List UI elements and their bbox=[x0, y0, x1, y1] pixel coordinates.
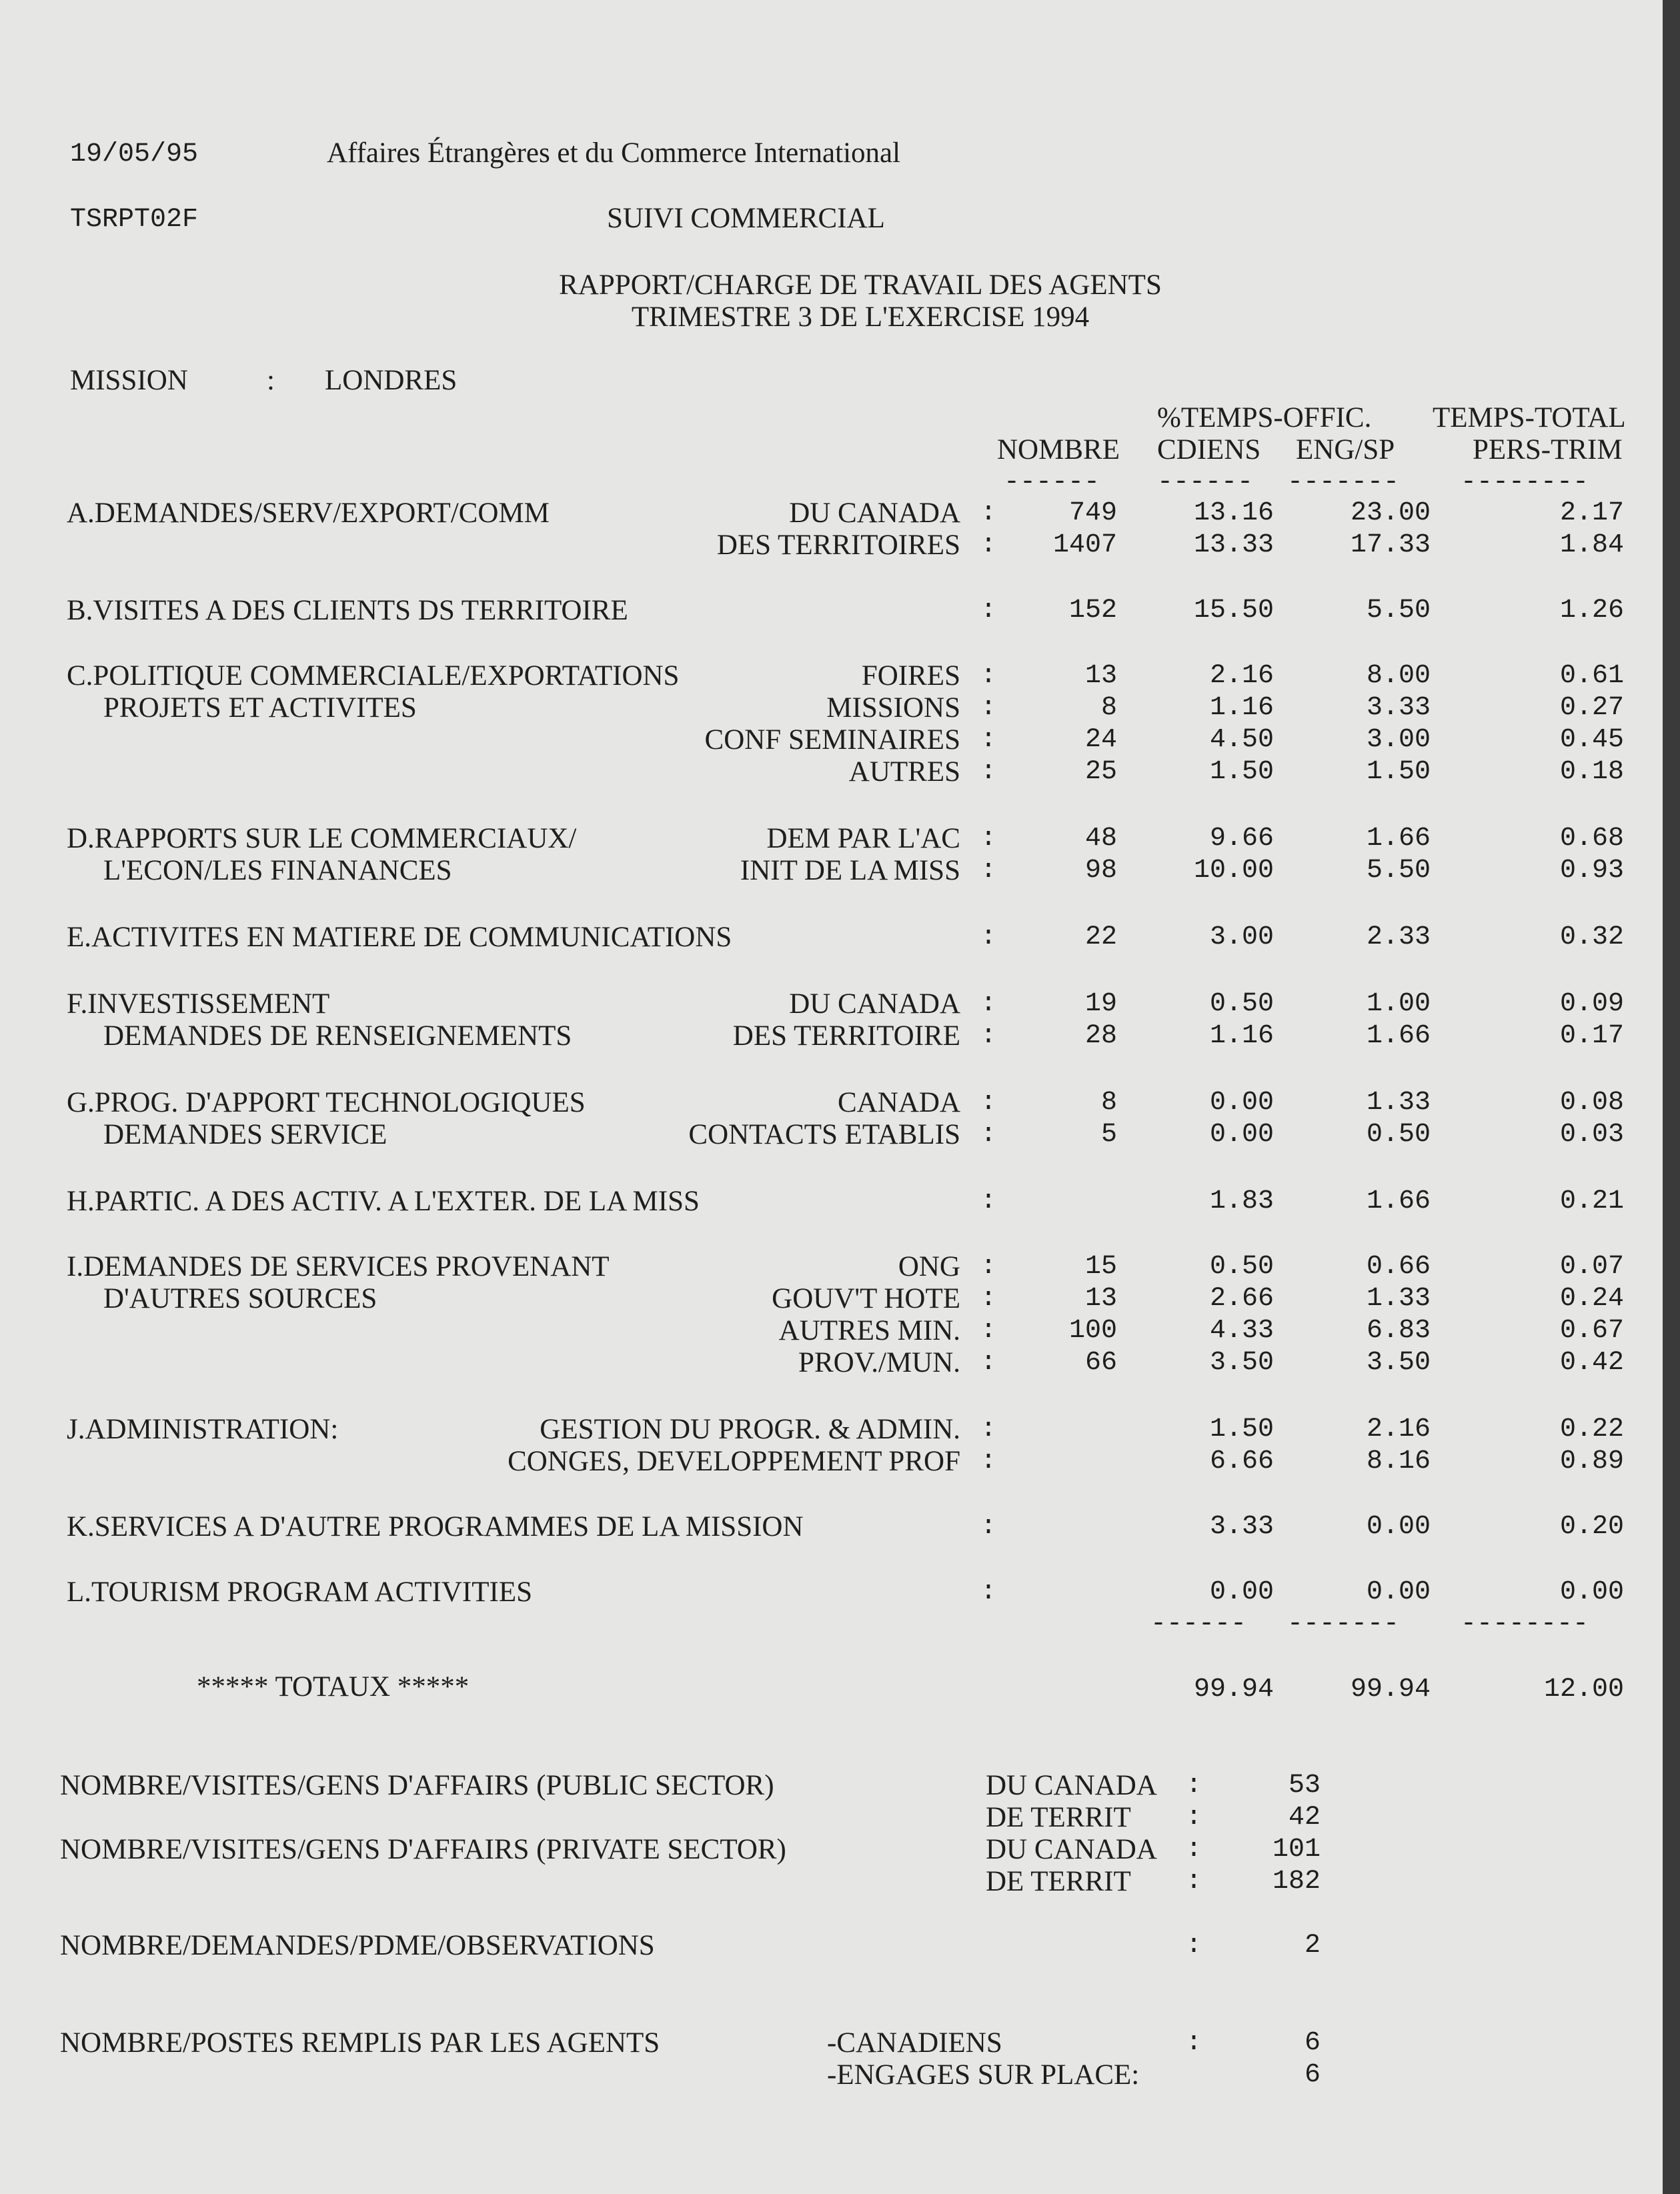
mission-label: MISSION bbox=[70, 365, 188, 396]
section-h-engsp: 1.66 bbox=[1366, 1186, 1431, 1216]
totals-rule-engsp: ------- bbox=[1287, 1609, 1400, 1639]
section-e-engsp: 2.33 bbox=[1366, 922, 1431, 952]
section-i-row-2-nombre: 13 bbox=[1084, 1284, 1117, 1314]
section-g-row-2-engsp: 0.50 bbox=[1366, 1120, 1431, 1150]
section-c-row-3-nombre: 24 bbox=[1084, 725, 1117, 755]
department-title: Affaires Étrangères et du Commerce International bbox=[327, 137, 901, 169]
section-a-row-1-perstrim: 2.17 bbox=[1559, 498, 1624, 528]
section-i-row-2-sub: GOUV'T HOTE bbox=[772, 1283, 960, 1314]
section-g-label-2: DEMANDES SERVICE bbox=[103, 1119, 387, 1150]
section-j-row-1-cdiens: 1.50 bbox=[1209, 1414, 1274, 1444]
section-f-row-2-sub: DES TERRITOIRE bbox=[732, 1020, 960, 1052]
totals-cdiens: 99.94 bbox=[1193, 1675, 1274, 1705]
page-edge-shadow bbox=[1663, 0, 1680, 2194]
section-a-row-2-perstrim: 1.84 bbox=[1559, 530, 1624, 560]
section-i-row-4-colon: : bbox=[980, 1348, 997, 1378]
visits-private-row-2-sub: DE TERRIT bbox=[986, 1866, 1131, 1897]
section-i-label-1: I.DEMANDES DE SERVICES PROVENANT bbox=[67, 1251, 610, 1282]
section-d-label-2: L'ECON/LES FINANANCES bbox=[103, 855, 452, 886]
visits-public-row-1-value: 53 bbox=[1288, 1771, 1321, 1801]
section-g-row-2-sub: CONTACTS ETABLIS bbox=[688, 1119, 960, 1150]
section-i-row-3-nombre: 100 bbox=[1068, 1316, 1117, 1346]
section-g-row-1-colon: : bbox=[980, 1088, 997, 1118]
section-c-row-4-engsp: 1.50 bbox=[1366, 757, 1431, 787]
section-c-row-2-colon: : bbox=[980, 693, 997, 723]
section-i-row-1-sub: ONG bbox=[898, 1251, 960, 1282]
section-i-row-1-cdiens: 0.50 bbox=[1209, 1252, 1274, 1282]
section-i-row-4-engsp: 3.50 bbox=[1366, 1348, 1431, 1378]
section-a-row-1-cdiens: 13.16 bbox=[1193, 498, 1274, 528]
section-c-row-1-nombre: 13 bbox=[1084, 661, 1117, 691]
section-j-row-2-sub: CONGES, DEVELOPPEMENT PROF bbox=[508, 1446, 960, 1477]
col-header-group-temps-total: TEMPS-TOTAL bbox=[1433, 402, 1626, 433]
section-f-row-1-sub: DU CANADA bbox=[789, 988, 960, 1020]
section-c-row-4-cdiens: 1.50 bbox=[1209, 757, 1274, 787]
visits-private-row-1-value: 101 bbox=[1272, 1835, 1321, 1865]
section-i-row-3-engsp: 6.83 bbox=[1366, 1316, 1431, 1346]
postes-row-1-colon: : bbox=[1186, 2028, 1202, 2058]
visits-private-row-1-sub: DU CANADA bbox=[986, 1834, 1157, 1865]
section-d-row-1-nombre: 48 bbox=[1084, 824, 1117, 854]
col-header-nombre: NOMBRE bbox=[997, 434, 1120, 465]
demandes-pdme-value: 2 bbox=[1304, 1931, 1321, 1961]
section-b-cdiens: 15.50 bbox=[1193, 596, 1274, 626]
section-i-row-4-sub: PROV./MUN. bbox=[798, 1347, 960, 1378]
section-e-cdiens: 3.00 bbox=[1209, 922, 1274, 952]
section-i-row-2-engsp: 1.33 bbox=[1366, 1284, 1431, 1314]
section-f-row-2-engsp: 1.66 bbox=[1366, 1021, 1431, 1051]
totals-perstrim: 12.00 bbox=[1543, 1675, 1624, 1705]
section-b-nombre: 152 bbox=[1068, 596, 1117, 626]
section-d-label-1: D.RAPPORTS SUR LE COMMERCIAUX/ bbox=[67, 823, 577, 854]
section-g-row-2-nombre: 5 bbox=[1100, 1120, 1117, 1150]
section-f-label-2: DEMANDES DE RENSEIGNEMENTS bbox=[103, 1020, 572, 1052]
report-subtitle: TRIMESTRE 3 DE L'EXERCISE 1994 bbox=[631, 301, 1090, 333]
col-header-eng-sp: ENG/SP bbox=[1296, 434, 1395, 465]
section-c-row-2-engsp: 3.33 bbox=[1366, 693, 1431, 723]
section-j-row-1-engsp: 2.16 bbox=[1366, 1414, 1431, 1444]
section-f-row-2-nombre: 28 bbox=[1084, 1021, 1117, 1051]
section-i-row-2-perstrim: 0.24 bbox=[1559, 1284, 1624, 1314]
section-i-row-3-sub: AUTRES MIN. bbox=[778, 1315, 960, 1346]
report-date: 19/05/95 bbox=[70, 139, 199, 169]
postes-row-1-value: 6 bbox=[1304, 2028, 1321, 2058]
visits-public-row-1-sub: DU CANADA bbox=[986, 1770, 1157, 1801]
postes-label: NOMBRE/POSTES REMPLIS PAR LES AGENTS bbox=[60, 2027, 660, 2059]
section-i-row-4-cdiens: 3.50 bbox=[1209, 1348, 1274, 1378]
section-k-engsp: 0.00 bbox=[1366, 1512, 1431, 1542]
section-j-row-2-perstrim: 0.89 bbox=[1559, 1446, 1624, 1476]
section-c-row-2-cdiens: 1.16 bbox=[1209, 693, 1274, 723]
visits-public-row-2-colon: : bbox=[1186, 1803, 1202, 1833]
section-g-row-1-nombre: 8 bbox=[1100, 1088, 1117, 1118]
mission-value: LONDRES bbox=[325, 365, 458, 396]
report-code: TSRPT02F bbox=[70, 205, 199, 235]
postes-row-1-sub: -CANADIENS bbox=[827, 2027, 1002, 2059]
section-h-colon: : bbox=[980, 1186, 997, 1216]
section-l-perstrim: 0.00 bbox=[1559, 1577, 1624, 1607]
postes-row-2-value: 6 bbox=[1304, 2060, 1321, 2090]
section-i-row-3-colon: : bbox=[980, 1316, 997, 1346]
section-g-row-1-perstrim: 0.08 bbox=[1559, 1088, 1624, 1118]
section-d-row-2-engsp: 5.50 bbox=[1366, 856, 1431, 886]
section-j-label: J.ADMINISTRATION: bbox=[67, 1414, 339, 1445]
section-i-row-1-colon: : bbox=[980, 1252, 997, 1282]
section-c-row-3-colon: : bbox=[980, 725, 997, 755]
section-i-row-2-colon: : bbox=[980, 1284, 997, 1314]
section-i-row-1-engsp: 0.66 bbox=[1366, 1252, 1431, 1282]
section-l-engsp: 0.00 bbox=[1366, 1577, 1431, 1607]
section-a-row-1-colon: : bbox=[980, 498, 997, 528]
section-j-row-1-colon: : bbox=[980, 1414, 997, 1444]
section-l-cdiens: 0.00 bbox=[1209, 1577, 1274, 1607]
report-section: SUIVI COMMERCIAL bbox=[607, 203, 885, 234]
totals-rule-cdiens: ------ bbox=[1150, 1609, 1247, 1639]
section-j-row-2-engsp: 8.16 bbox=[1366, 1446, 1431, 1476]
section-c-row-4-nombre: 25 bbox=[1084, 757, 1117, 787]
section-c-row-3-sub: CONF SEMINAIRES bbox=[704, 724, 960, 756]
col-rule-nombre: ------ bbox=[1004, 467, 1100, 497]
section-k-colon: : bbox=[980, 1512, 997, 1542]
section-k-label: K.SERVICES A D'AUTRE PROGRAMMES DE LA MISSION bbox=[67, 1511, 804, 1542]
section-a-row-2-engsp: 17.33 bbox=[1350, 530, 1431, 560]
section-d-row-1-engsp: 1.66 bbox=[1366, 824, 1431, 854]
section-c-row-4-perstrim: 0.18 bbox=[1559, 757, 1624, 787]
section-i-row-1-nombre: 15 bbox=[1084, 1252, 1117, 1282]
section-k-perstrim: 0.20 bbox=[1559, 1512, 1624, 1542]
section-c-row-4-colon: : bbox=[980, 757, 997, 787]
section-d-row-2-colon: : bbox=[980, 856, 997, 886]
section-c-row-4-sub: AUTRES bbox=[848, 756, 960, 788]
section-f-row-2-colon: : bbox=[980, 1021, 997, 1051]
section-c-row-3-cdiens: 4.50 bbox=[1209, 725, 1274, 755]
section-e-colon: : bbox=[980, 922, 997, 952]
report-title: RAPPORT/CHARGE DE TRAVAIL DES AGENTS bbox=[559, 269, 1162, 301]
visits-private-label: NOMBRE/VISITES/GENS D'AFFAIRS (PRIVATE SECTOR) bbox=[60, 1834, 786, 1865]
demandes-pdme-label: NOMBRE/DEMANDES/PDME/OBSERVATIONS bbox=[60, 1930, 655, 1961]
section-k-cdiens: 3.33 bbox=[1209, 1512, 1274, 1542]
section-e-perstrim: 0.32 bbox=[1559, 922, 1624, 952]
section-f-row-2-cdiens: 1.16 bbox=[1209, 1021, 1274, 1051]
section-i-row-4-perstrim: 0.42 bbox=[1559, 1348, 1624, 1378]
section-i-row-3-perstrim: 0.67 bbox=[1559, 1316, 1624, 1346]
section-a-row-1-sub: DU CANADA bbox=[789, 497, 960, 529]
visits-public-row-2-value: 42 bbox=[1288, 1803, 1321, 1833]
section-c-row-1-cdiens: 2.16 bbox=[1209, 661, 1274, 691]
section-d-row-1-colon: : bbox=[980, 824, 997, 854]
section-g-row-2-perstrim: 0.03 bbox=[1559, 1120, 1624, 1150]
section-d-row-2-sub: INIT DE LA MISS bbox=[740, 855, 960, 886]
section-d-row-1-cdiens: 9.66 bbox=[1209, 824, 1274, 854]
col-rule-engsp: ------- bbox=[1287, 467, 1400, 497]
section-h-perstrim: 0.21 bbox=[1559, 1186, 1624, 1216]
section-b-perstrim: 1.26 bbox=[1559, 596, 1624, 626]
section-d-row-1-perstrim: 0.68 bbox=[1559, 824, 1624, 854]
section-i-row-1-perstrim: 0.07 bbox=[1559, 1252, 1624, 1282]
visits-private-row-2-colon: : bbox=[1186, 1867, 1202, 1897]
section-l-colon: : bbox=[980, 1577, 997, 1607]
section-e-nombre: 22 bbox=[1084, 922, 1117, 952]
mission-colon: : bbox=[267, 365, 275, 396]
col-header-pers-trim: PERS-TRIM bbox=[1473, 434, 1623, 465]
section-a-label: A.DEMANDES/SERV/EXPORT/COMM bbox=[67, 497, 550, 529]
section-h-cdiens: 1.83 bbox=[1209, 1186, 1274, 1216]
section-f-row-1-nombre: 19 bbox=[1084, 989, 1117, 1019]
visits-public-row-1-colon: : bbox=[1186, 1771, 1202, 1801]
section-l-label: L.TOURISM PROGRAM ACTIVITIES bbox=[67, 1576, 533, 1608]
section-c-row-2-sub: MISSIONS bbox=[826, 692, 960, 724]
section-c-row-2-perstrim: 0.27 bbox=[1559, 693, 1624, 723]
section-c-row-3-perstrim: 0.45 bbox=[1559, 725, 1624, 755]
col-rule-perstrim: -------- bbox=[1461, 467, 1589, 497]
postes-row-2-sub: -ENGAGES SUR PLACE: bbox=[827, 2059, 1140, 2091]
section-a-row-2-colon: : bbox=[980, 530, 997, 560]
section-i-row-2-cdiens: 2.66 bbox=[1209, 1284, 1274, 1314]
section-d-row-2-nombre: 98 bbox=[1084, 856, 1117, 886]
section-c-row-1-perstrim: 0.61 bbox=[1559, 661, 1624, 691]
col-header-group-temps-offic: %TEMPS-OFFIC. bbox=[1157, 402, 1372, 433]
section-g-label-1: G.PROG. D'APPORT TECHNOLOGIQUES bbox=[67, 1087, 586, 1118]
section-e-label: E.ACTIVITES EN MATIERE DE COMMUNICATIONS bbox=[67, 922, 732, 953]
section-d-row-1-sub: DEM PAR L'AC bbox=[766, 823, 960, 854]
section-f-row-1-engsp: 1.00 bbox=[1366, 989, 1431, 1019]
section-d-row-2-perstrim: 0.93 bbox=[1559, 856, 1624, 886]
section-c-row-1-engsp: 8.00 bbox=[1366, 661, 1431, 691]
section-c-row-2-nombre: 8 bbox=[1100, 693, 1117, 723]
totals-rule-perstrim: -------- bbox=[1461, 1609, 1589, 1639]
section-f-row-1-cdiens: 0.50 bbox=[1209, 989, 1274, 1019]
col-header-cdiens: CDIENS bbox=[1157, 434, 1261, 465]
section-a-row-2-cdiens: 13.33 bbox=[1193, 530, 1274, 560]
visits-public-row-2-sub: DE TERRIT bbox=[986, 1802, 1131, 1833]
section-c-row-3-engsp: 3.00 bbox=[1366, 725, 1431, 755]
section-g-row-1-cdiens: 0.00 bbox=[1209, 1088, 1274, 1118]
section-c-label-1: C.POLITIQUE COMMERCIALE/EXPORTATIONS bbox=[67, 660, 680, 692]
visits-private-row-2-value: 182 bbox=[1272, 1867, 1321, 1897]
section-d-row-2-cdiens: 10.00 bbox=[1193, 856, 1274, 886]
visits-private-row-1-colon: : bbox=[1186, 1835, 1202, 1865]
section-f-row-2-perstrim: 0.17 bbox=[1559, 1021, 1624, 1051]
section-g-row-2-cdiens: 0.00 bbox=[1209, 1120, 1274, 1150]
section-c-label-2: PROJETS ET ACTIVITES bbox=[103, 692, 417, 724]
section-a-row-1-nombre: 749 bbox=[1068, 498, 1117, 528]
section-b-colon: : bbox=[980, 596, 997, 626]
section-a-row-2-nombre: 1407 bbox=[1052, 530, 1117, 560]
section-f-label-1: F.INVESTISSEMENT bbox=[67, 988, 330, 1020]
section-a-row-2-sub: DES TERRITOIRES bbox=[716, 529, 960, 561]
section-a-row-1-engsp: 23.00 bbox=[1350, 498, 1431, 528]
section-c-row-1-colon: : bbox=[980, 661, 997, 691]
section-h-label: H.PARTIC. A DES ACTIV. A L'EXTER. DE LA MISS bbox=[67, 1186, 700, 1217]
section-j-row-1-perstrim: 0.22 bbox=[1559, 1414, 1624, 1444]
section-f-row-1-perstrim: 0.09 bbox=[1559, 989, 1624, 1019]
visits-public-label: NOMBRE/VISITES/GENS D'AFFAIRS (PUBLIC SECTOR) bbox=[60, 1770, 774, 1801]
section-f-row-1-colon: : bbox=[980, 989, 997, 1019]
section-i-row-3-cdiens: 4.33 bbox=[1209, 1316, 1274, 1346]
section-b-engsp: 5.50 bbox=[1366, 596, 1431, 626]
totals-label: ***** TOTAUX ***** bbox=[197, 1671, 470, 1703]
section-j-row-1-sub: GESTION DU PROGR. & ADMIN. bbox=[540, 1414, 960, 1445]
section-i-row-4-nombre: 66 bbox=[1084, 1348, 1117, 1378]
section-i-label-2: D'AUTRES SOURCES bbox=[103, 1283, 377, 1314]
section-g-row-1-sub: CANADA bbox=[838, 1087, 960, 1118]
totals-engsp: 99.94 bbox=[1350, 1675, 1431, 1705]
section-j-row-2-colon: : bbox=[980, 1446, 997, 1476]
section-g-row-1-engsp: 1.33 bbox=[1366, 1088, 1431, 1118]
col-rule-cdiens: ------ bbox=[1157, 467, 1254, 497]
section-c-row-1-sub: FOIRES bbox=[861, 660, 960, 692]
section-b-label: B.VISITES A DES CLIENTS DS TERRITOIRE bbox=[67, 595, 628, 626]
section-j-row-2-cdiens: 6.66 bbox=[1209, 1446, 1274, 1476]
section-g-row-2-colon: : bbox=[980, 1120, 997, 1150]
demandes-pdme-colon: : bbox=[1186, 1931, 1202, 1961]
